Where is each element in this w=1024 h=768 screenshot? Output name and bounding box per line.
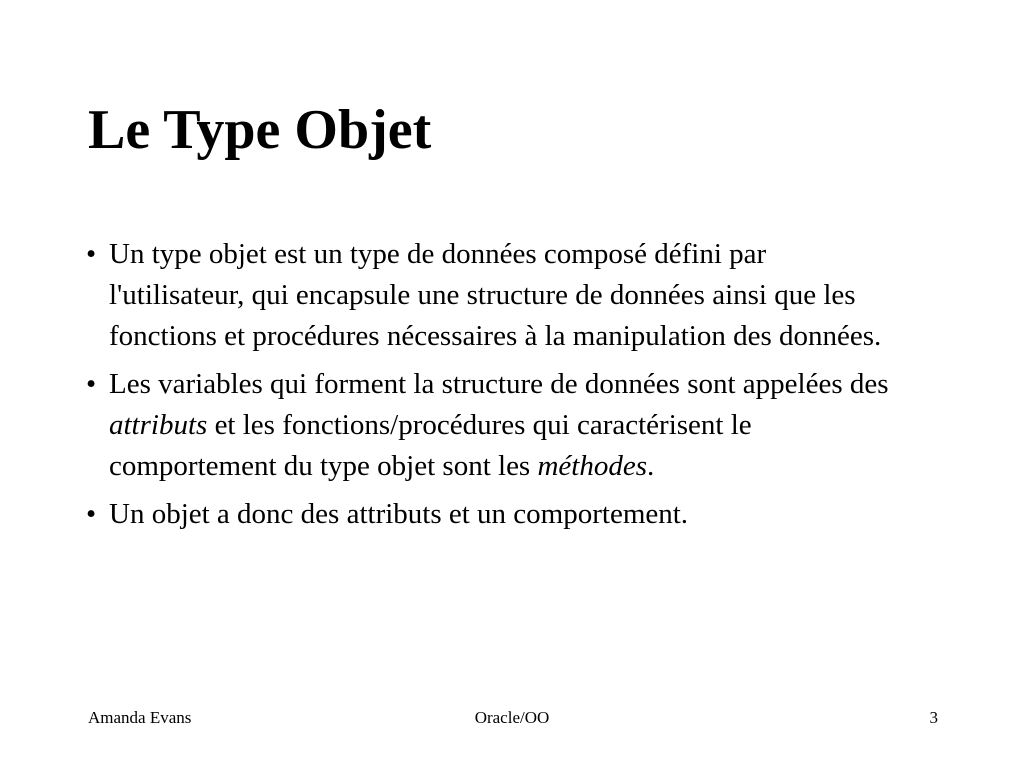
footer-page-number: 3 <box>929 708 938 727</box>
bullet-text-part: Un type objet est un type de données composé défini par l'utilisateur, qui encapsule une structure de données ainsi que les fonctions et procédures nécessaires à la manipulation des données. <box>109 238 882 352</box>
footer-subject: Oracle/OO <box>474 708 550 727</box>
bullet-text-part: . <box>647 450 655 482</box>
bullet-list <box>86 234 906 542</box>
italic-term-attributs: attributs <box>109 409 208 441</box>
italic-term-methodes: méthodes <box>537 450 648 482</box>
bullet-symbol: • <box>86 498 97 530</box>
bullet-item <box>86 234 906 357</box>
slide-title: Le Type Objet <box>88 99 432 161</box>
bullet-text-part: et les fonctions/procédures qui caractérisent le comportement du type objet sont les <box>109 409 752 482</box>
bullet-text <box>109 364 906 487</box>
bullet-text-part: Les variables qui forment la structure de données sont appelées des <box>109 368 889 400</box>
bullet-item <box>86 364 906 487</box>
bullet-text-part: Un objet a donc des attributs et un comportement. <box>109 498 689 530</box>
bullet-symbol: • <box>86 368 97 400</box>
bullet-text <box>109 494 906 535</box>
bullet-item <box>86 494 906 535</box>
footer-author: Amanda Evans <box>88 708 192 727</box>
bullet-text <box>109 234 906 357</box>
bullet-symbol: • <box>86 238 97 270</box>
